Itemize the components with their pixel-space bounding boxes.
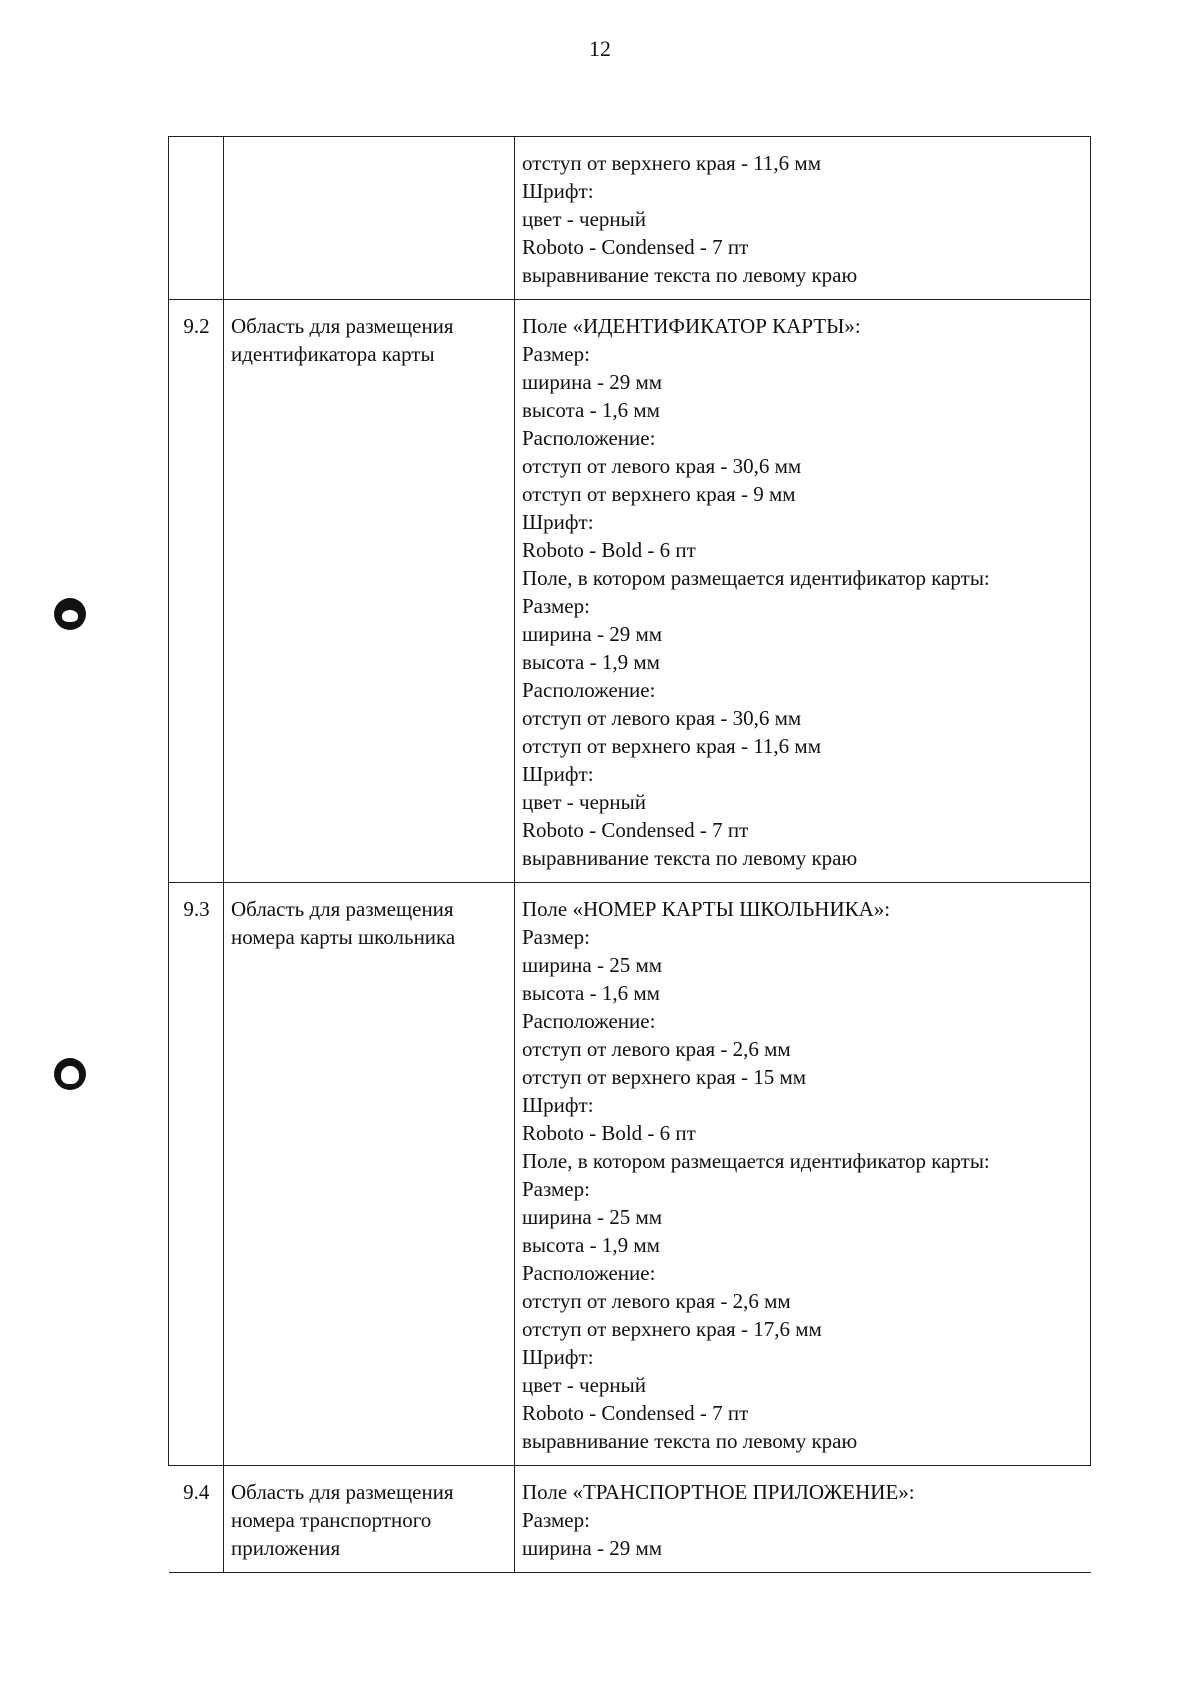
description-line: отступ от верхнего края - 9 мм: [522, 482, 796, 506]
description-line: Поле «ТРАНСПОРТНОЕ ПРИЛОЖЕНИЕ»:: [522, 1480, 915, 1504]
description-line: Поле «НОМЕР КАРТЫ ШКОЛЬНИКА»:: [522, 897, 891, 921]
description-line: ширина - 25 мм: [522, 953, 663, 977]
specification-table: [168, 136, 1091, 1573]
page-number: 12: [589, 36, 611, 61]
description-line: Поле, в котором размещается идентификатор карты:: [522, 566, 990, 590]
table-row: [169, 300, 1091, 883]
description-line: отступ от верхнего края - 11,6 мм: [522, 734, 822, 758]
description-line: Размер:: [522, 1508, 590, 1532]
description-line: Шрифт:: [522, 1345, 594, 1369]
area-name-line: Область для размещения: [231, 314, 454, 338]
description-line: цвет - черный: [522, 790, 646, 814]
punch-hole-icon: [54, 1058, 86, 1090]
description-line: Шрифт:: [522, 510, 594, 534]
description-line: цвет - черный: [522, 1373, 646, 1397]
description-line: Поле, в котором размещается идентификатор карты:: [522, 1149, 990, 1173]
area-name-line: Область для размещения: [231, 1480, 454, 1504]
description-line: отступ от левого края - 2,6 мм: [522, 1289, 791, 1313]
description-line: выравнивание текста по левому краю: [522, 846, 858, 870]
description-line: Шрифт:: [522, 1093, 594, 1117]
description-line: цвет - черный: [522, 207, 646, 231]
area-name-line: приложения: [231, 1536, 341, 1560]
description-line: высота - 1,9 мм: [522, 650, 660, 674]
description-line: Размер:: [522, 594, 590, 618]
row-number: 9.3: [169, 883, 224, 1466]
field-description-cell: [515, 300, 1091, 883]
description-line: выравнивание текста по левому краю: [522, 1429, 858, 1453]
description-line: Размер:: [522, 342, 590, 366]
specification-table-body: [169, 137, 1091, 1573]
description-line: Roboto - Condensed - 7 пт: [522, 235, 749, 259]
description-line: Шрифт:: [522, 762, 594, 786]
area-name-cell: [224, 300, 515, 883]
punch-hole-icon: [54, 598, 86, 630]
description-line: Roboto - Bold - 6 пт: [522, 538, 696, 562]
description-line: ширина - 25 мм: [522, 1205, 663, 1229]
description-line: отступ от верхнего края - 11,6 мм: [522, 151, 822, 175]
area-name-line: номера карты школьника: [231, 925, 456, 949]
description-line: Roboto - Bold - 6 пт: [522, 1121, 696, 1145]
area-name-line: идентификатора карты: [231, 342, 435, 366]
description-line: отступ от левого края - 2,6 мм: [522, 1037, 791, 1061]
area-name-cell: [224, 1466, 515, 1573]
description-line: Roboto - Condensed - 7 пт: [522, 818, 749, 842]
description-line: Roboto - Condensed - 7 пт: [522, 1401, 749, 1425]
area-name-line: номера транспортного: [231, 1508, 432, 1532]
field-description-cell: [515, 883, 1091, 1466]
description-line: ширина - 29 мм: [522, 622, 663, 646]
description-line: высота - 1,6 мм: [522, 398, 660, 422]
description-line: Расположение:: [522, 678, 656, 702]
description-line: выравнивание текста по левому краю: [522, 263, 858, 287]
row-number: 9.2: [169, 300, 224, 883]
description-line: ширина - 29 мм: [522, 1536, 663, 1560]
description-line: отступ от левого края - 30,6 мм: [522, 454, 802, 478]
description-line: ширина - 29 мм: [522, 370, 663, 394]
description-line: отступ от верхнего края - 15 мм: [522, 1065, 807, 1089]
description-line: Расположение:: [522, 426, 656, 450]
table-row: [169, 137, 1091, 300]
field-description-cell: [515, 137, 1091, 300]
row-number: 9.4: [169, 1466, 224, 1573]
row-number: [169, 137, 224, 300]
table-row: [169, 1466, 1091, 1573]
description-line: Шрифт:: [522, 179, 594, 203]
description-line: Поле «ИДЕНТИФИКАТОР КАРТЫ»:: [522, 314, 861, 338]
description-line: Размер:: [522, 925, 590, 949]
description-line: высота - 1,6 мм: [522, 981, 660, 1005]
area-name-cell: [224, 137, 515, 300]
description-line: высота - 1,9 мм: [522, 1233, 660, 1257]
description-line: отступ от верхнего края - 17,6 мм: [522, 1317, 822, 1341]
area-name-cell: [224, 883, 515, 1466]
description-line: Размер:: [522, 1177, 590, 1201]
description-line: Расположение:: [522, 1261, 656, 1285]
area-name-line: Область для размещения: [231, 897, 454, 921]
table-row: [169, 883, 1091, 1466]
field-description-cell: [515, 1466, 1091, 1573]
description-line: отступ от левого края - 30,6 мм: [522, 706, 802, 730]
description-line: Расположение:: [522, 1009, 656, 1033]
